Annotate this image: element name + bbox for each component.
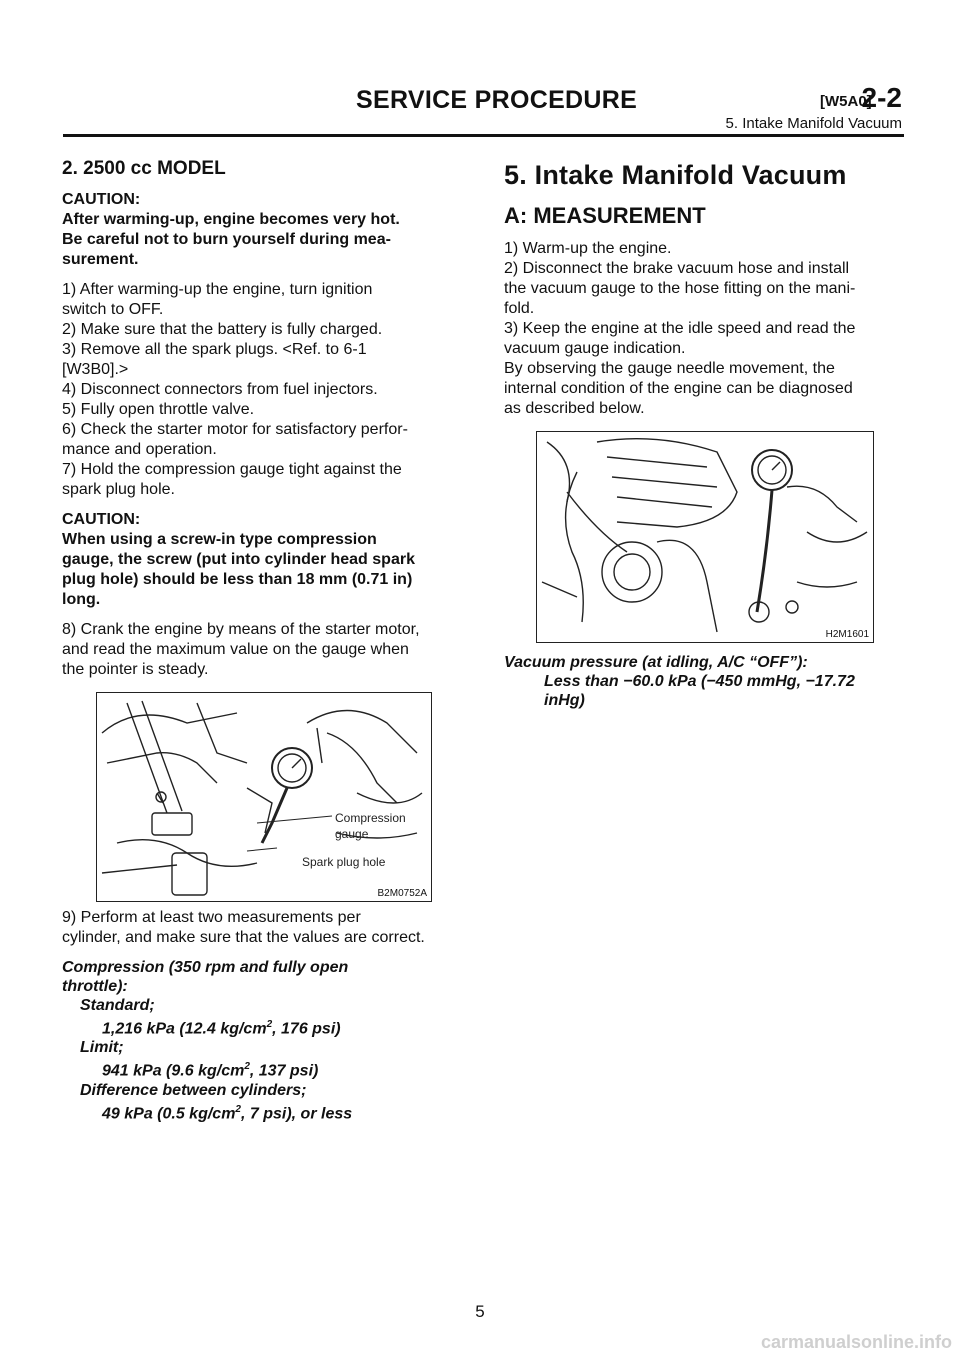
engine-vacuum-illustration-icon	[537, 432, 873, 642]
step-line: 1) After warming-up the engine, turn ignition	[62, 281, 373, 298]
spec-limit-value: 941 kPa (9.6 $kg/cm^2$, 137 psi)	[102, 1061, 319, 1080]
step-line: 2) Disconnect the brake vacuum hose and install	[504, 260, 850, 277]
step-line: 2) Make sure that the battery is fully charged.	[62, 321, 383, 338]
procedure-steps-2	[62, 620, 462, 680]
spec-diff-value: 49 kPa (0.5 $kg/cm^2$, 7 psi), or less	[102, 1103, 353, 1122]
vacuum-spec	[504, 653, 904, 710]
step-line: vacuum gauge indication.	[504, 340, 686, 357]
step-line: mance and operation.	[62, 441, 217, 458]
label-spark-plug-hole: Spark plug hole	[302, 855, 386, 869]
step-line: 5) Fully open throttle valve.	[62, 401, 255, 418]
step-line: 7) Hold the compression gauge tight against the	[62, 461, 402, 478]
procedure-steps-3	[62, 908, 462, 948]
caution-line: long.	[62, 591, 101, 608]
header-rule	[63, 134, 904, 137]
spec-diff-label: Difference between cylinders;	[80, 1081, 307, 1099]
step-line: [W3B0].>	[62, 361, 129, 378]
step-line: and read the maximum value on the gauge when	[62, 641, 409, 658]
step-line: spark plug hole.	[62, 481, 175, 498]
spec-value: Less than −60.0 kPa (−450 mmHg, −17.72	[544, 673, 855, 690]
spec-value: inHg)	[544, 692, 585, 709]
section-heading-2500cc: 2. 2500 cc MODEL	[62, 158, 226, 179]
engine-illustration-icon	[97, 693, 431, 901]
label-compression: Compression	[335, 811, 406, 825]
section-heading-intake-vacuum: 5. Intake Manifold Vacuum	[504, 160, 847, 190]
measurement-steps	[504, 239, 904, 419]
spec-title: Compression (350 rpm and fully open	[62, 959, 349, 976]
vacuum-gauge-figure	[536, 431, 874, 643]
step-line: as described below.	[504, 400, 645, 417]
watermark: carmanualsonline.info	[760, 1332, 952, 1352]
spec-standard-value: 1,216 kPa (12.4 $kg/cm^2$, 176 psi)	[102, 1019, 341, 1038]
label-gauge: gauge	[335, 827, 369, 841]
compression-gauge-figure	[96, 692, 432, 902]
step-line: 8) Crank the engine by means of the starter motor,	[62, 621, 420, 638]
spec-title: Vacuum pressure (at idling, A/C “OFF”):	[504, 654, 808, 671]
spec-title: throttle):	[62, 978, 128, 995]
header-section-number: 2-2	[861, 82, 902, 113]
step-line: By observing the gauge needle movement, the	[504, 360, 835, 377]
figure-code: H2M1601	[825, 629, 869, 640]
caution-line: After warming-up, engine becomes very hot.	[62, 211, 400, 228]
figure-code: B2M0752A	[377, 888, 427, 899]
step-line: fold.	[504, 300, 535, 317]
step-line: internal condition of the engine can be diagnosed	[504, 380, 853, 397]
caution-line: plug hole) should be less than 18 mm (0.71 in)	[62, 571, 413, 588]
right-column	[504, 160, 904, 710]
step-line: cylinder, and make sure that the values are correct.	[62, 929, 425, 946]
header-subtitle: 5. Intake Manifold Vacuum	[725, 115, 902, 132]
step-line: switch to OFF.	[62, 301, 164, 318]
step-line: 6) Check the starter motor for satisfactory perfor-	[62, 421, 408, 438]
step-line: 3) Remove all the spark plugs. <Ref. to 6-1	[62, 341, 367, 358]
caution-block-1	[62, 190, 462, 270]
header-code: [W5A0]	[820, 93, 872, 110]
caution-line: gauge, the screw (put into cylinder head spark	[62, 551, 415, 568]
caution-title: CAUTION:	[62, 511, 141, 528]
caution-block-2	[62, 510, 462, 610]
header-title: SERVICE PROCEDURE	[356, 86, 638, 114]
compression-spec	[62, 958, 462, 1123]
page-number: 5	[475, 1302, 485, 1321]
subheading-measurement: A: MEASUREMENT	[504, 203, 706, 228]
caution-line: surement.	[62, 251, 139, 268]
spec-standard-label: Standard;	[80, 997, 155, 1014]
left-column	[62, 158, 462, 1123]
step-line: 4) Disconnect connectors from fuel injectors.	[62, 381, 378, 398]
step-line: the vacuum gauge to the hose fitting on the mani-	[504, 280, 856, 297]
step-line: 3) Keep the engine at the idle speed and read the	[504, 320, 856, 337]
caution-line: Be careful not to burn yourself during mea-	[62, 231, 391, 248]
step-line: the pointer is steady.	[62, 661, 209, 678]
step-line: 9) Perform at least two measurements per	[62, 909, 361, 926]
spec-limit-label: Limit;	[80, 1039, 124, 1057]
step-line: 1) Warm-up the engine.	[504, 240, 672, 257]
caution-line: When using a screw-in type compression	[62, 531, 377, 548]
procedure-steps-1	[62, 280, 462, 500]
caution-title: CAUTION:	[62, 191, 141, 208]
